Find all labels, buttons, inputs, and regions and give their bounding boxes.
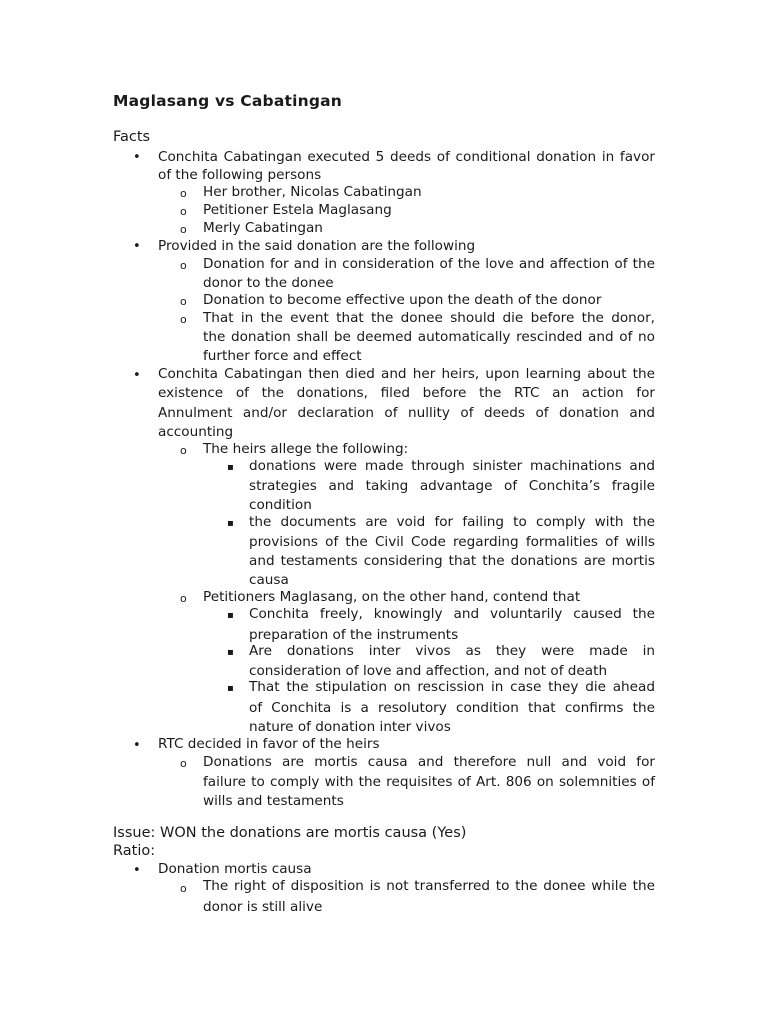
list-item-text: Donation for and in consideration of the love and affection of the (203, 256, 655, 272)
list-item-text: Conchita Cabatingan executed 5 deeds of conditional donation in favor (158, 149, 655, 165)
list-item-text: the donation shall be deemed automatically rescinded and of no (203, 329, 655, 345)
list-item-text: Annulment and/or declaration of nullity of deeds of donation and (158, 405, 655, 421)
list-item-text: The heirs allege the following: (203, 441, 409, 457)
list-item-text: Petitioners Maglasang, on the other hand, contend that (203, 589, 581, 605)
bullet-circle: o (180, 295, 187, 308)
bullet-dot: • (133, 738, 141, 753)
bullet-circle: o (180, 444, 187, 457)
bullet-circle: o (180, 757, 187, 770)
list-item-text: preparation of the instruments (249, 627, 459, 643)
bullet-circle: o (180, 882, 187, 895)
list-item-text: accounting (158, 424, 234, 440)
list-item-text: Her brother, Nicolas Cabatingan (203, 184, 422, 200)
list-item-text: the documents are void for failing to comply with the (249, 514, 655, 530)
list-item-text: Donation to become effective upon the death of the donor (203, 292, 602, 308)
bullet-square: ▪ (227, 683, 234, 694)
list-item-text: RTC decided in favor of the heirs (158, 736, 380, 752)
list-item-text: Donations are mortis causa and therefore null and void for (203, 754, 655, 770)
bullet-square: ▪ (227, 518, 234, 529)
list-item-text: and testaments considering that the donations are mortis (249, 553, 655, 569)
list-item-text: Conchita freely, knowingly and voluntarily caused the (249, 606, 655, 622)
bullet-dot: • (133, 368, 141, 383)
list-item-text: further force and effect (203, 348, 362, 364)
bullet-square: ▪ (227, 647, 234, 658)
bullet-circle: o (180, 592, 187, 605)
list-item-text: provisions of the Civil Code regarding formalities of wills (249, 534, 655, 550)
list-item-text: condition (249, 497, 312, 513)
list-item-text: of Conchita is a resolutory condition that confirms the (249, 700, 655, 716)
list-item-text: consideration of love and affection, and not of death (249, 663, 608, 679)
bullet-circle: o (180, 313, 187, 326)
issue-heading: Issue: WON the donations are mortis causa (Yes) (113, 825, 467, 841)
bullet-dot: • (133, 239, 141, 254)
bullet-square: ▪ (227, 462, 234, 473)
list-item-text: Merly Cabatingan (203, 220, 323, 236)
bullet-dot: • (133, 150, 141, 165)
list-item-text: strategies and taking advantage of Conchita’s fragile (249, 478, 655, 494)
list-item-text: Conchita Cabatingan then died and her heirs, upon learning about the (158, 366, 655, 382)
facts-heading: Facts (113, 129, 151, 145)
bullet-circle: o (180, 205, 187, 218)
list-item-text: Are donations inter vivos as they were made in (249, 643, 655, 659)
list-item-text: Petitioner Estela Maglasang (203, 202, 392, 218)
list-item-text: Provided in the said donation are the following (158, 238, 476, 254)
list-item-text: of the following persons (158, 167, 322, 183)
document-title: Maglasang vs Cabatingan (113, 92, 343, 110)
bullet-square: ▪ (227, 610, 234, 621)
list-item-text: existence of the donations, filed before the RTC an action for (158, 385, 655, 401)
list-item-text: nature of donation inter vivos (249, 719, 451, 735)
bullet-circle: o (180, 187, 187, 200)
bullet-circle: o (180, 259, 187, 272)
list-item-text: donor is still alive (203, 899, 323, 915)
list-item-text: donor to the donee (203, 275, 334, 291)
list-item-text: The right of disposition is not transferred to the donee while the (203, 878, 655, 894)
ratio-heading: Ratio: (113, 843, 156, 859)
bullet-dot: • (133, 863, 141, 878)
list-item-text: donations were made through sinister machinations and (249, 458, 655, 474)
list-item-text: failure to comply with the requisites of Art. 806 on solemnities of (203, 774, 655, 790)
list-item-text: That in the event that the donee should die before the donor, (203, 310, 655, 326)
list-item-text: causa (249, 572, 289, 588)
list-item-text: That the stipulation on rescission in case they die ahead (249, 679, 655, 695)
bullet-circle: o (180, 223, 187, 236)
list-item-text: wills and testaments (203, 793, 344, 809)
list-item-text: Donation mortis causa (158, 861, 312, 877)
